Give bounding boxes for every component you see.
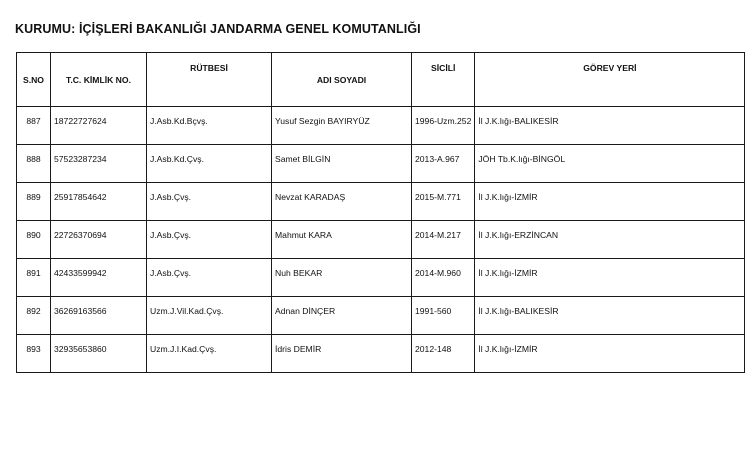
cell-tc-kimlik-no: 18722727624: [51, 107, 147, 145]
personnel-table: [16, 52, 745, 373]
cell-tc-kimlik-no: 25917854642: [51, 183, 147, 221]
cell-adi-soyadi: Samet BİLGİN: [272, 145, 412, 183]
header-gorev-yeri: GÖREV YERİ: [475, 53, 745, 107]
cell-rutbe: J.Asb.Çvş.: [147, 221, 272, 259]
cell-sicil: 2012-148: [412, 335, 475, 373]
cell-rutbe: J.Asb.Çvş.: [147, 259, 272, 297]
cell-tc-kimlik-no: 22726370694: [51, 221, 147, 259]
cell-sicil: 1996-Uzm.252: [412, 107, 475, 145]
table-row: [17, 145, 745, 183]
cell-tc-kimlik-no: 42433599942: [51, 259, 147, 297]
cell-adi-soyadi: Nevzat KARADAŞ: [272, 183, 412, 221]
cell-gorev-yeri: İl J.K.lığı-BALIKESİR: [475, 107, 745, 145]
cell-tc-kimlik-no: 57523287234: [51, 145, 147, 183]
table-row: [17, 221, 745, 259]
cell-rutbe: Uzm.J.Vil.Kad.Çvş.: [147, 297, 272, 335]
cell-sicil: 1991-560: [412, 297, 475, 335]
cell-sno: 893: [17, 335, 51, 373]
table-row: [17, 297, 745, 335]
header-tc-kimlik-no: T.C. KİMLİK NO.: [51, 53, 147, 107]
cell-sicil: 2014-M.217: [412, 221, 475, 259]
cell-rutbe: J.Asb.Çvş.: [147, 183, 272, 221]
cell-gorev-yeri: İl J.K.lığı-BALIKESİR: [475, 297, 745, 335]
table-row: [17, 259, 745, 297]
cell-adi-soyadi: Adnan DİNÇER: [272, 297, 412, 335]
header-rutbesi: RÜTBESİ: [147, 53, 272, 107]
cell-adi-soyadi: Nuh BEKAR: [272, 259, 412, 297]
cell-gorev-yeri: İl J.K.lığı-İZMİR: [475, 335, 745, 373]
table-row: [17, 335, 745, 373]
cell-sno: 891: [17, 259, 51, 297]
header-adi-soyadi: ADI SOYADI: [272, 53, 412, 107]
cell-sno: 892: [17, 297, 51, 335]
cell-adi-soyadi: Mahmut KARA: [272, 221, 412, 259]
cell-rutbe: J.Asb.Kd.Bçvş.: [147, 107, 272, 145]
cell-rutbe: Uzm.J.I.Kad.Çvş.: [147, 335, 272, 373]
cell-gorev-yeri: İl J.K.lığı-İZMİR: [475, 259, 745, 297]
cell-tc-kimlik-no: 32935653860: [51, 335, 147, 373]
cell-sno: 888: [17, 145, 51, 183]
cell-rutbe: J.Asb.Kd.Çvş.: [147, 145, 272, 183]
page-title: KURUMU: İÇİŞLERİ BAKANLIĞI JANDARMA GENEL KOMUTANLIĞI: [15, 22, 421, 36]
table-row: [17, 183, 745, 221]
table-header-row: [17, 53, 745, 107]
cell-gorev-yeri: JÖH Tb.K.lığı-BİNGÖL: [475, 145, 745, 183]
cell-sicil: 2014-M.960: [412, 259, 475, 297]
cell-sicil: 2013-A.967: [412, 145, 475, 183]
cell-gorev-yeri: İl J.K.lığı-ERZİNCAN: [475, 221, 745, 259]
table-row: [17, 107, 745, 145]
cell-gorev-yeri: İl J.K.lığı-İZMİR: [475, 183, 745, 221]
header-sicili: SİCİLİ: [412, 53, 475, 107]
cell-tc-kimlik-no: 36269163566: [51, 297, 147, 335]
cell-sno: 890: [17, 221, 51, 259]
cell-adi-soyadi: İdris DEMİR: [272, 335, 412, 373]
header-sno: S.NO: [17, 53, 51, 107]
cell-sicil: 2015-M.771: [412, 183, 475, 221]
cell-sno: 887: [17, 107, 51, 145]
cell-adi-soyadi: Yusuf Sezgin BAYIRYÜZ: [272, 107, 412, 145]
cell-sno: 889: [17, 183, 51, 221]
